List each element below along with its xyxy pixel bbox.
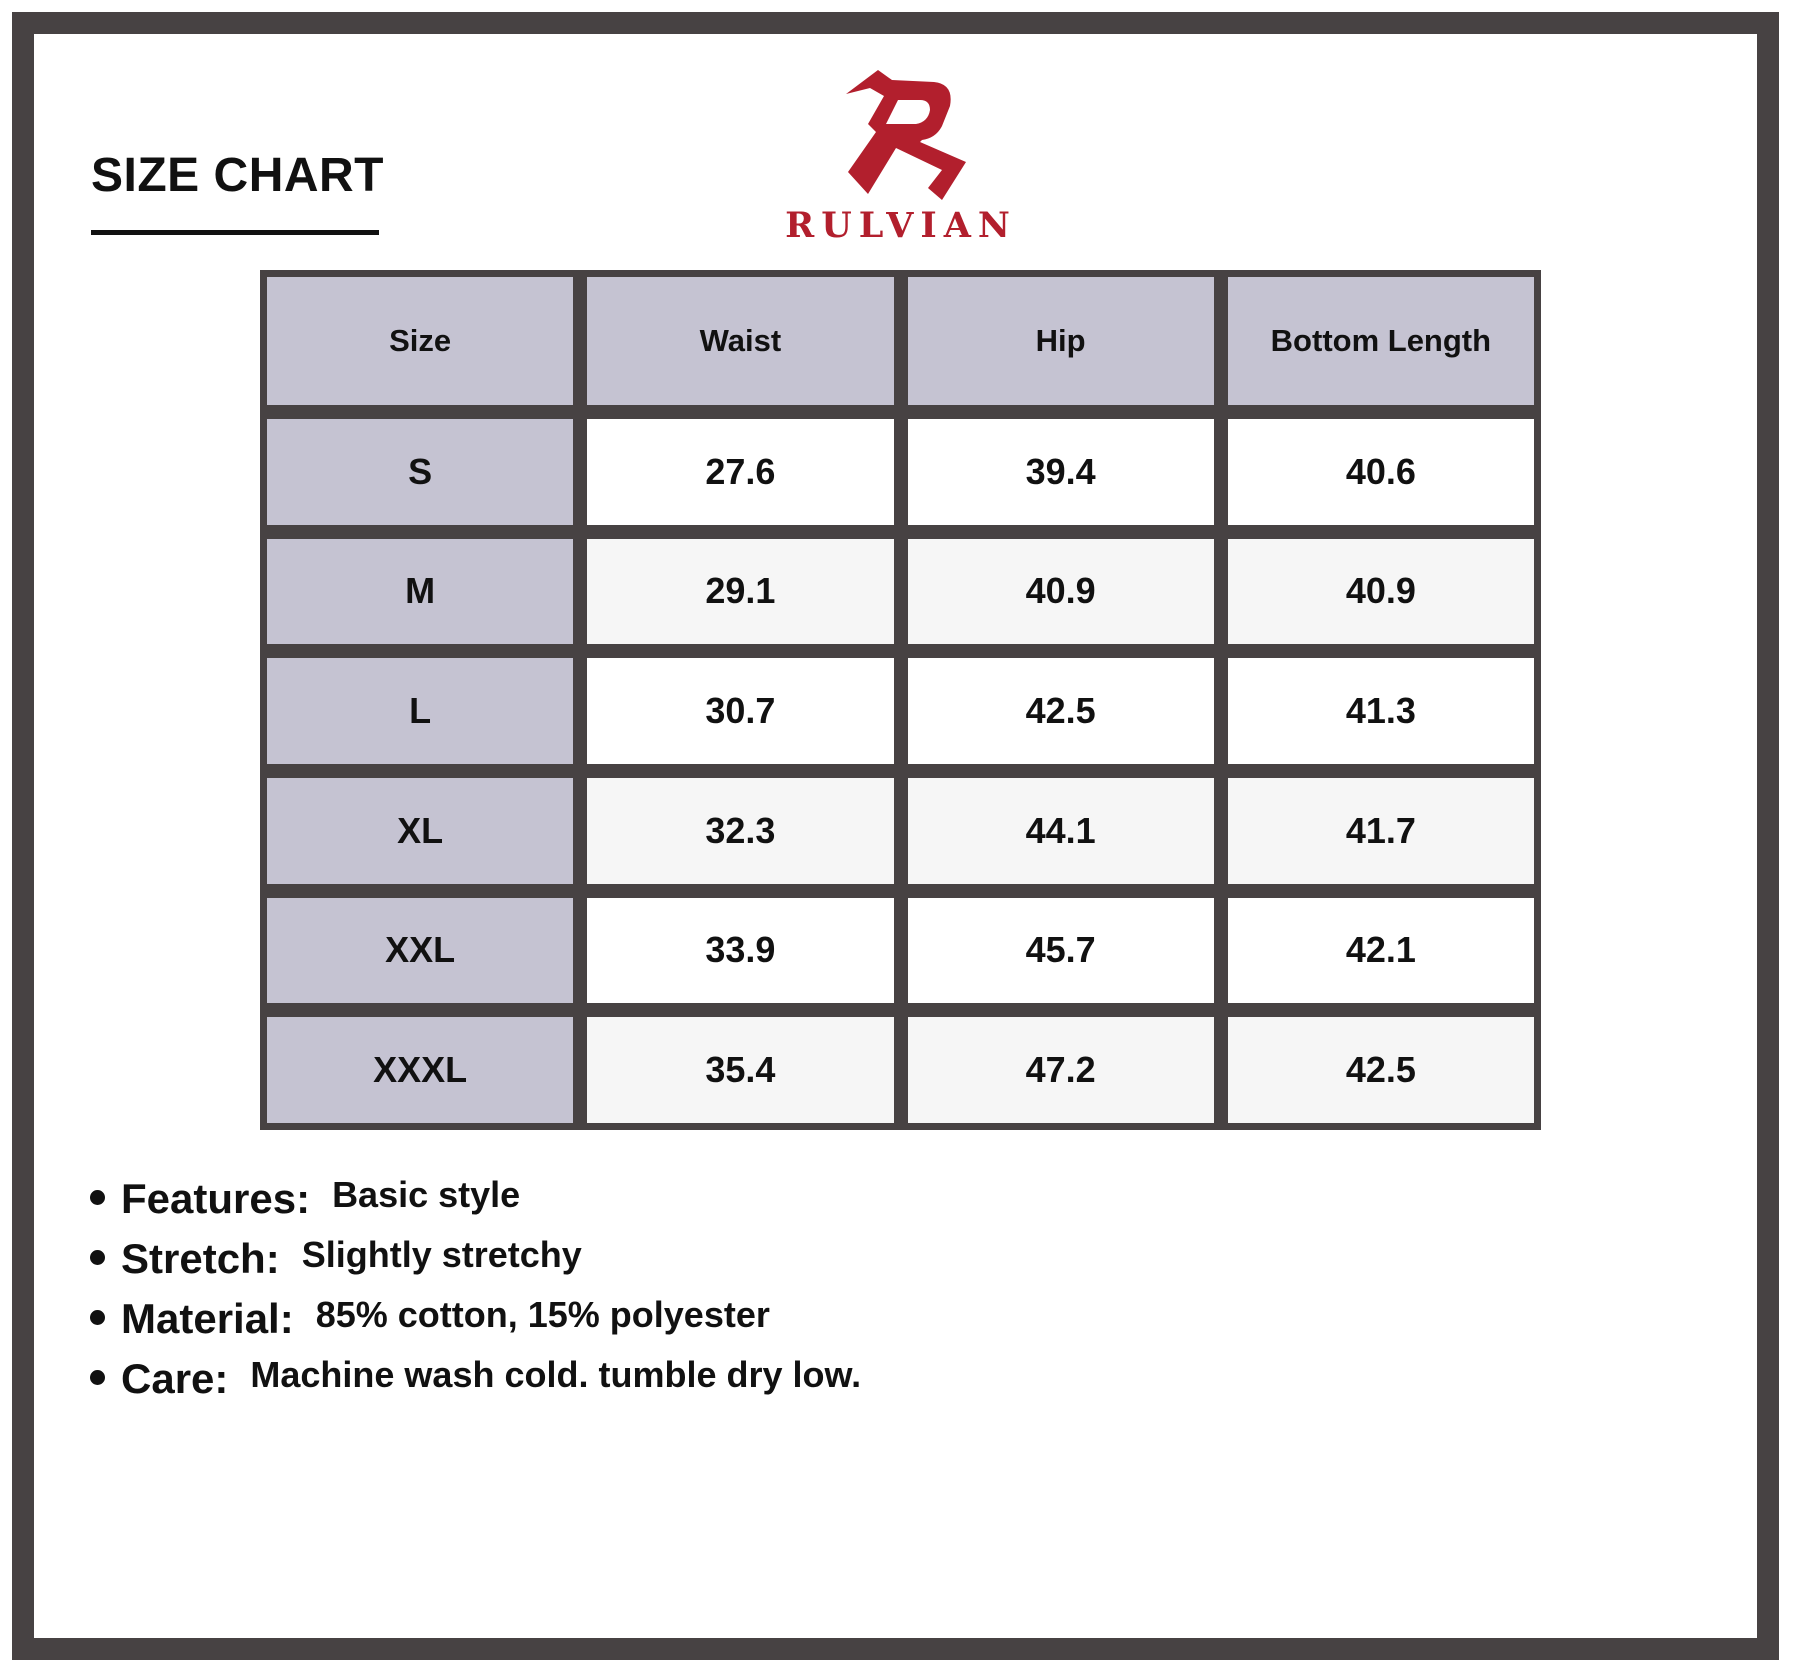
bottom-length-cell: 40.9 [1228,539,1534,645]
bottom-length-cell: 40.6 [1228,419,1534,525]
detail-stretch [90,1235,582,1283]
waist-cell: 32.3 [587,778,893,884]
detail-features [90,1175,520,1223]
hip-cell: 42.5 [908,658,1214,764]
title-underline [91,230,379,235]
hip-cell: 44.1 [908,778,1214,884]
detail-label: Care: [121,1355,229,1402]
detail-label: Material: [121,1295,294,1342]
waist-cell: 33.9 [587,898,893,1004]
size-cell: XXL [267,898,573,1004]
detail-value: Machine wash cold. tumble dry low. [250,1354,862,1395]
hip-cell: 45.7 [908,898,1214,1004]
brand-wordmark: RULVIAN [785,205,1017,246]
size-table [260,270,1541,1130]
waist-cell: 30.7 [587,658,893,764]
waist-cell: 27.6 [587,419,893,525]
size-cell: XXXL [267,1017,573,1123]
page-title: SIZE CHART [91,149,384,202]
hip-cell: 39.4 [908,419,1214,525]
header-cell-bottom-length: Bottom Length [1228,277,1534,405]
bottom-length-cell: 41.3 [1228,658,1534,764]
detail-label: Stretch: [121,1235,280,1282]
detail-care [90,1355,861,1403]
hip-cell: 47.2 [908,1017,1214,1123]
detail-material [90,1295,770,1343]
brand-logo-icon [838,66,970,202]
size-cell: XL [267,778,573,884]
detail-value: Basic style [332,1174,521,1215]
detail-value: Slightly stretchy [301,1234,582,1275]
header-cell-waist: Waist [587,277,893,405]
waist-cell: 35.4 [587,1017,893,1123]
hip-cell: 40.9 [908,539,1214,645]
bullet-icon [90,1190,105,1205]
header-cell-hip: Hip [908,277,1214,405]
bullet-icon [90,1250,105,1265]
detail-value: 85% cotton, 15% polyester [315,1294,770,1335]
size-cell: L [267,658,573,764]
size-cell: M [267,539,573,645]
size-cell: S [267,419,573,525]
bottom-length-cell: 41.7 [1228,778,1534,884]
header-cell-size: Size [267,277,573,405]
bullet-icon [90,1370,105,1385]
waist-cell: 29.1 [587,539,893,645]
bottom-length-cell: 42.5 [1228,1017,1534,1123]
bullet-icon [90,1310,105,1325]
bottom-length-cell: 42.1 [1228,898,1534,1004]
detail-label: Features: [121,1175,311,1222]
